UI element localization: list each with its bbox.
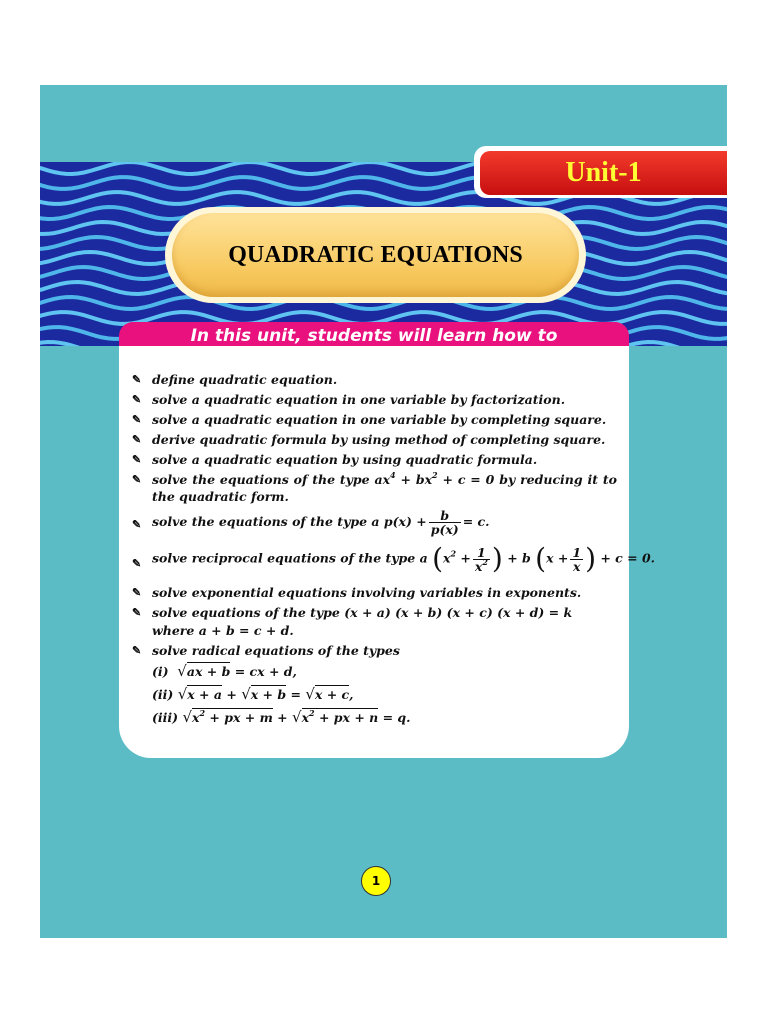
intro-text: In this unit, students will learn how to bbox=[190, 326, 558, 346]
sqrt-symbol: √x + c bbox=[305, 685, 350, 703]
radical-equation-iii: (iii) $√x^2$ + px + $m + √x^2$ + px + n = q. bbox=[152, 708, 411, 726]
objective-text-reciprocal: solve reciprocal equations of the type a ($x^2$ + $\frac{1}{x^2}$ ) + b (x + $\frac{1}{x}$ ) + c = 0. bbox=[152, 542, 656, 575]
pen-nib-icon: ✎ bbox=[132, 433, 142, 446]
list-item bbox=[132, 508, 490, 537]
pen-nib-icon: ✎ bbox=[132, 644, 142, 657]
objective-text: define quadratic equation. bbox=[152, 372, 338, 387]
sqrt-symbol: √ax + b bbox=[177, 662, 231, 680]
pen-nib-icon: ✎ bbox=[132, 473, 142, 486]
objective-text: solve equations of the type (x + a) (x + b) (x + c) (x + d) = k bbox=[152, 605, 573, 620]
list-item bbox=[132, 584, 582, 601]
list-item bbox=[132, 391, 566, 408]
unit-label: Unit-1 bbox=[565, 157, 642, 188]
objective-text: solve exponential equations involving variables in exponents. bbox=[152, 585, 582, 600]
sqrt-symbol: $√x^2$ + px + m bbox=[182, 708, 273, 726]
pen-nib-icon: ✎ bbox=[132, 606, 142, 619]
objective-text: solve a quadratic equation in one variable by factorization. bbox=[152, 392, 566, 407]
fraction: $\frac{1}{x^2}$ bbox=[474, 544, 488, 574]
objective-text: solve a quadratic equation by using quadratic formula. bbox=[152, 452, 538, 467]
list-item bbox=[132, 451, 538, 468]
page-number: 1 bbox=[371, 874, 381, 888]
sqrt-symbol: √x + b bbox=[241, 685, 287, 703]
pen-nib-icon: ✎ bbox=[132, 393, 142, 406]
chapter-title: QUADRATIC EQUATIONS bbox=[228, 242, 523, 268]
pen-nib-icon: ✎ bbox=[132, 413, 142, 426]
list-item bbox=[132, 470, 617, 504]
pen-nib-icon: ✎ bbox=[132, 373, 142, 386]
objective-text: solve radical equations of the types bbox=[152, 643, 400, 658]
list-item bbox=[132, 604, 573, 621]
fraction: $\frac{1}{x}$ bbox=[572, 544, 582, 574]
radical-equation-i: (i) √ax + b = cx + d, bbox=[152, 662, 297, 680]
objective-text-quartic: solve the equations of the type $ax^4 + bx^2 + c = 0$ by reducing it to the quadratic form. bbox=[152, 470, 617, 504]
list-item bbox=[132, 431, 606, 448]
sqrt-symbol: √x + a bbox=[177, 685, 222, 703]
list-item bbox=[132, 542, 656, 575]
where-condition: where a + b = c + d. bbox=[152, 623, 294, 638]
objective-text: solve a quadratic equation in one variable by completing square. bbox=[152, 412, 607, 427]
objective-text-px: solve the equations of the type a p(x) + $\frac{b}{p(x)}$ = c. bbox=[152, 508, 490, 537]
objective-text: derive quadratic formula by using method of completing square. bbox=[152, 432, 606, 447]
sqrt-symbol: $√x^2$ + px + n bbox=[292, 708, 379, 726]
pen-nib-icon: ✎ bbox=[132, 557, 142, 570]
radical-equation-ii: (ii) √x + a + √x + b = √x + c, bbox=[152, 685, 354, 703]
list-item bbox=[132, 411, 607, 428]
pen-nib-icon: ✎ bbox=[132, 586, 142, 599]
list-item bbox=[132, 371, 338, 388]
pen-nib-icon: ✎ bbox=[132, 518, 142, 531]
list-item bbox=[132, 642, 400, 659]
fraction: $\frac{b}{p(x)}$ bbox=[430, 508, 459, 537]
pen-nib-icon: ✎ bbox=[132, 453, 142, 466]
